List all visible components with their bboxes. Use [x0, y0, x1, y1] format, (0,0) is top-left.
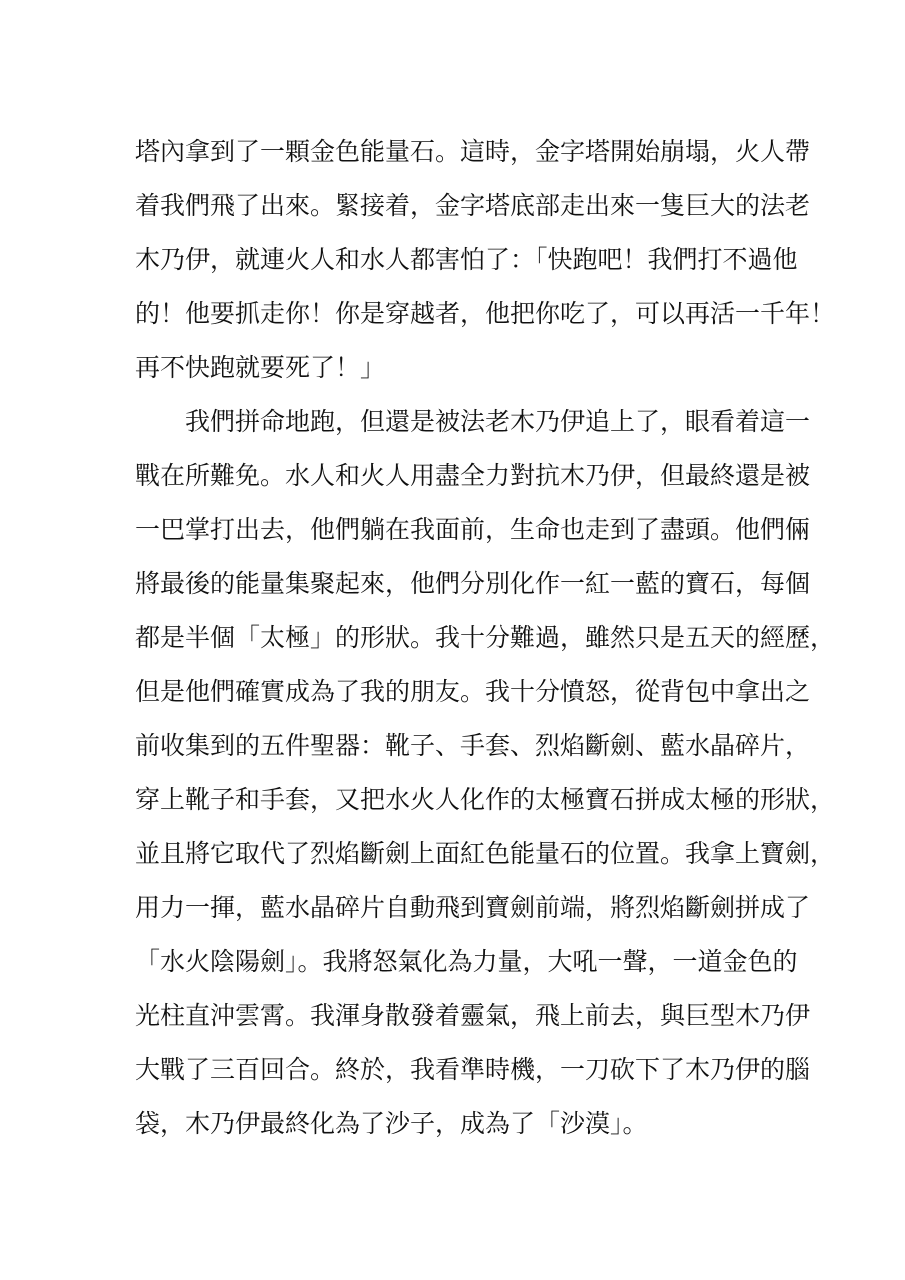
text-line: 並且將它取代了烈焰斷劍上面紅色能量石的位置。我拿上寶劍，	[135, 839, 836, 868]
text-line: 「水火陰陽劍」。我將怒氣化為力量，大吼一聲，一道金色的	[135, 947, 798, 976]
text-line: 袋，木乃伊最終化為了沙子，成為了「沙漠」。	[135, 1109, 648, 1138]
text-line: 大戰了三百回合。終於，我看準時機，一刀砍下了木乃伊的腦	[135, 1055, 811, 1084]
text-line: 用力一揮，藍水晶碎片自動飛到寶劍前端，將烈焰斷劍拼成了	[135, 893, 811, 922]
text-line: 塔內拿到了一顆金色能量石。這時，金字塔開始崩塌，火人帶	[135, 137, 811, 166]
text-line: 前收集到的五件聖器：靴子、手套、烈焰斷劍、藍水晶碎片，	[135, 731, 811, 760]
story-text	[135, 125, 836, 1151]
text-line: 光柱直沖雲霄。我渾身散發着靈氣，飛上前去，與巨型木乃伊	[135, 1001, 811, 1030]
text-line: 但是他們確實成為了我的朋友。我十分憤怒，從背包中拿出之	[135, 677, 811, 706]
text-line: 都是半個「太極」的形狀。我十分難過，雖然只是五天的經歷，	[135, 623, 836, 652]
text-line: 木乃伊，就連火人和水人都害怕了：「快跑吧！我們打不過他	[135, 245, 798, 274]
paragraph-1	[135, 125, 836, 395]
paragraph-2	[135, 395, 836, 1151]
text-line: 的！他要抓走你！你是穿越者，他把你吃了，可以再活一千年！	[135, 299, 836, 328]
text-line: 穿上靴子和手套，又把水火人化作的太極寶石拼成太極的形狀，	[135, 785, 836, 814]
text-line: 將最後的能量集聚起來，他們分別化作一紅一藍的寶石，每個	[135, 569, 811, 598]
text-line: 一巴掌打出去，他們躺在我面前，生命也走到了盡頭。他們倆	[135, 515, 811, 544]
text-line: 着我們飛了出來。緊接着，金字塔底部走出來一隻巨大的法老	[135, 191, 811, 220]
text-line: 戰在所難免。水人和火人用盡全力對抗木乃伊，但最終還是被	[135, 461, 811, 490]
text-line: 我們拼命地跑，但還是被法老木乃伊追上了，眼看着這一	[185, 407, 811, 436]
text-line: 再不快跑就要死了！」	[135, 353, 386, 382]
